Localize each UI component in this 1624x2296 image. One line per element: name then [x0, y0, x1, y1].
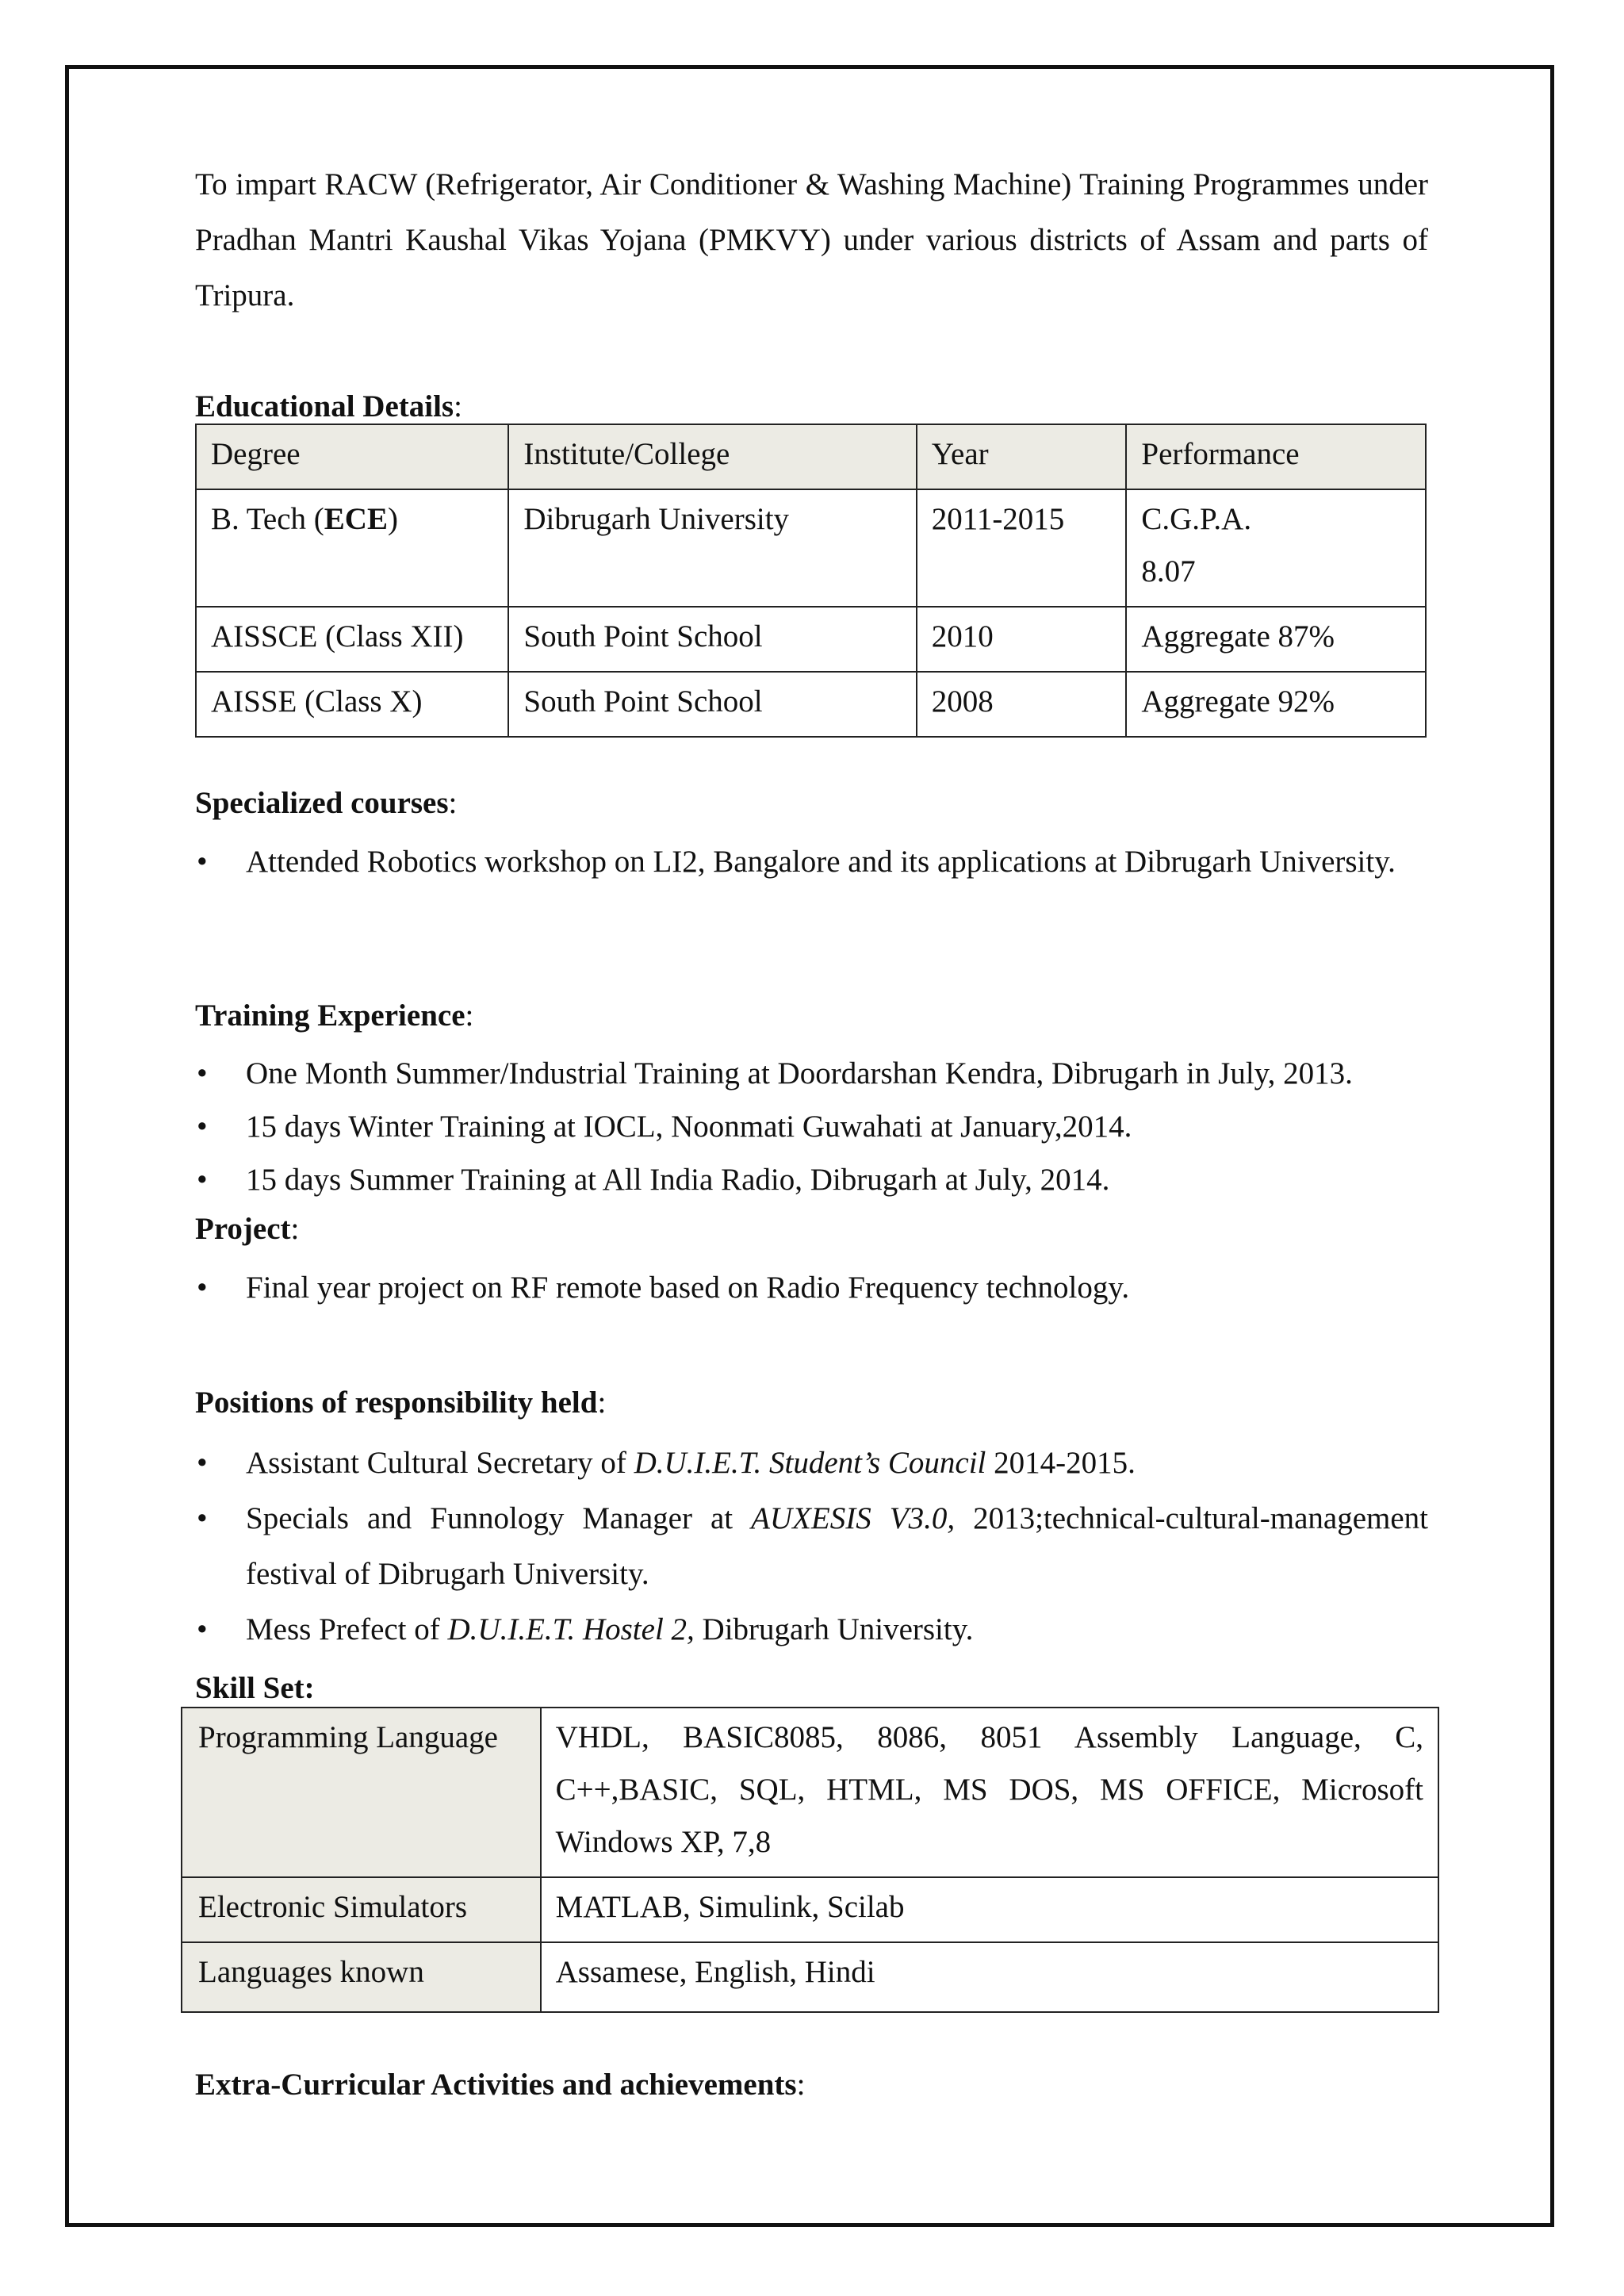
project-heading: Project: [195, 1212, 300, 1246]
training-list [195, 1047, 1428, 1206]
positions-section [195, 1375, 1428, 1658]
courses-list [195, 834, 1428, 890]
year-cell: 2010 [917, 607, 1127, 672]
header-institute: Institute/College [508, 424, 916, 489]
extra-section [195, 2057, 1428, 2113]
institute-cell: South Point School [508, 607, 916, 672]
skill-value: Assamese, English, Hindi [541, 1942, 1438, 2012]
header-degree: Degree [196, 424, 508, 489]
header-year: Year [917, 424, 1127, 489]
degree-cell: AISSCE (Class XII) [196, 607, 508, 672]
performance-cell: C.G.P.A. 8.07 [1126, 489, 1426, 607]
courses-heading: Specialized courses: [195, 786, 458, 820]
skill-label: Electronic Simulators [182, 1877, 541, 1942]
courses-section [195, 776, 1428, 890]
skill-value: MATLAB, Simulink, Scilab [541, 1877, 1438, 1942]
project-list [195, 1260, 1428, 1316]
skill-label: Programming Language [182, 1708, 541, 1877]
performance-cell: Aggregate 87% [1126, 607, 1426, 672]
list-item: • Mess Prefect of D.U.I.E.T. Hostel 2, Dibrugarh University. [195, 1602, 1428, 1658]
list-item: • Specials and Funnology Manager at AUXESIS V3.0, 2013;technical-cultural-management festival of Dibrugarh University. [195, 1491, 1428, 1602]
list-item: • Attended Robotics workshop on LI2, Bangalore and its applications at Dibrugarh University. [195, 834, 1428, 890]
education-section [195, 379, 1428, 738]
list-item: • One Month Summer/Industrial Training at Doordarshan Kendra, Dibrugarh in July, 2013. [195, 1047, 1428, 1100]
skills-heading: Skill Set: [195, 1671, 315, 1705]
table-row [196, 607, 1426, 672]
table-row [196, 672, 1426, 737]
degree-cell: AISSE (Class X) [196, 672, 508, 737]
extra-heading: Extra-Curricular Activities and achievements: [195, 2068, 806, 2102]
positions-list [195, 1435, 1428, 1658]
degree-cell: B. Tech (ECE) [196, 489, 508, 607]
performance-cell: Aggregate 92% [1126, 672, 1426, 737]
intro-section [195, 157, 1428, 324]
list-item: • Assistant Cultural Secretary of D.U.I.E.T. Student’s Council 2014-2015. [195, 1435, 1428, 1491]
year-cell: 2008 [917, 672, 1127, 737]
institute-cell: South Point School [508, 672, 916, 737]
institute-cell: Dibrugarh University [508, 489, 916, 607]
list-item: • Final year project on RF remote based on Radio Frequency technology. [195, 1260, 1428, 1316]
education-table [195, 424, 1427, 738]
table-row [182, 1877, 1438, 1942]
list-item: • 15 days Summer Training at All India Radio, Dibrugarh at July, 2014. [195, 1153, 1428, 1206]
table-row [196, 489, 1426, 607]
skills-table [181, 1707, 1439, 2013]
training-heading: Training Experience: [195, 999, 474, 1033]
training-section [195, 988, 1428, 1316]
table-row [182, 1708, 1438, 1877]
intro-paragraph: To impart RACW (Refrigerator, Air Conditioner & Washing Machine) Training Programmes under Pradhan Mantri Kaushal Vikas Yojana (PMKVY) under various districts of Assam and parts of Tripura. [195, 167, 1428, 312]
education-heading: Educational Details: [195, 389, 462, 424]
skill-label: Languages known [182, 1942, 541, 2012]
list-item: • 15 days Winter Training at IOCL, Noonmati Guwahati at January,2014. [195, 1100, 1428, 1153]
skill-value: VHDL, BASIC8085, 8086, 8051 Assembly Language, C, C++,BASIC, SQL, HTML, MS DOS, MS OFFICE, Microsoft Windows XP, 7,8 [541, 1708, 1438, 1877]
table-row [182, 1942, 1438, 2012]
positions-heading: Positions of responsibility held: [195, 1386, 607, 1420]
header-performance: Performance [1126, 424, 1426, 489]
year-cell: 2011-2015 [917, 489, 1127, 607]
